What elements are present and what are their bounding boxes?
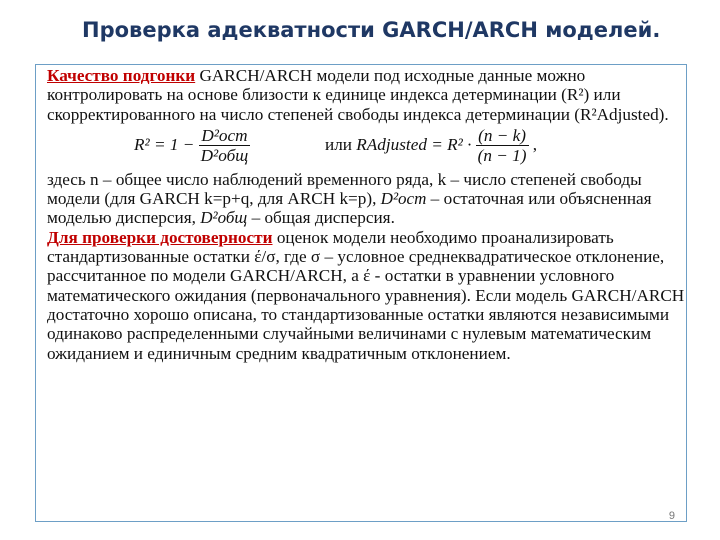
formula-r2-fraction bbox=[199, 126, 251, 166]
formula-r2-lhs: R² = 1 − bbox=[134, 134, 195, 154]
paragraph-quality bbox=[47, 66, 692, 124]
paragraph-reliability-text: оценок модели необходимо проанализировать стандартизованные остатки έ/σ, где σ – условное среднеквадратическое отклонение, рассчитанное по модели GARCH/ARCH, а έ - остатки в уравнении условного математического ожидания (первоначального уравнения). Если модель GARCH/ARCH достаточно хорошо описана, то стандартизованные остатки являются независимыми одинаково распределенными случайными величинами с нулевым математическим ожиданием и единичным средним квадратичным отклонением. bbox=[47, 227, 685, 363]
definitions-text-1: здесь n – общее число наблюдений временного ряда, k – число степеней свободы модели (для GARCH k=p+q, для ARCH k=p), bbox=[47, 169, 642, 209]
paragraph-quality-text: GARCH/ARCH модели под исходные данные можно контролировать на основе близости к единице индекса детерминации (R²) или скорректированного на число степеней свободы индекса детерминации (R²Adjusted). bbox=[47, 66, 669, 124]
formula-r2-denominator: D²общ bbox=[200, 146, 249, 166]
formula-block bbox=[47, 124, 692, 170]
formula-adjusted-fraction bbox=[476, 126, 529, 166]
formula-adjusted bbox=[325, 126, 537, 166]
paragraph-definitions bbox=[47, 170, 692, 228]
highlight-reliability: Для проверки достоверности bbox=[47, 227, 273, 247]
definitions-text-2: – остаточная или объясненная моделью дисперсия, bbox=[47, 189, 652, 228]
formula-comma: , bbox=[532, 134, 538, 154]
highlight-quality: Качество подгонки bbox=[47, 66, 196, 85]
formula-r2 bbox=[134, 126, 250, 166]
symbol-d-obsch: D²общ bbox=[200, 208, 248, 228]
formula-adjusted-denominator: (n − 1) bbox=[477, 146, 527, 166]
slide-body bbox=[47, 66, 692, 363]
formula-adjusted-numerator: (n − k) bbox=[476, 126, 529, 146]
formula-r2-numerator: D²ост bbox=[199, 126, 251, 146]
formula-or: или bbox=[325, 134, 352, 154]
formula-adjusted-lhs: RAdjusted = R² · bbox=[356, 134, 472, 154]
page-number: 9 bbox=[668, 510, 675, 522]
symbol-d-ost: D²ост bbox=[380, 189, 427, 209]
slide-title: Проверка адекватности GARCH/ARCH моделей. bbox=[82, 18, 661, 42]
paragraph-reliability bbox=[47, 228, 692, 363]
definitions-text-3: – общая дисперсия. bbox=[251, 208, 395, 228]
